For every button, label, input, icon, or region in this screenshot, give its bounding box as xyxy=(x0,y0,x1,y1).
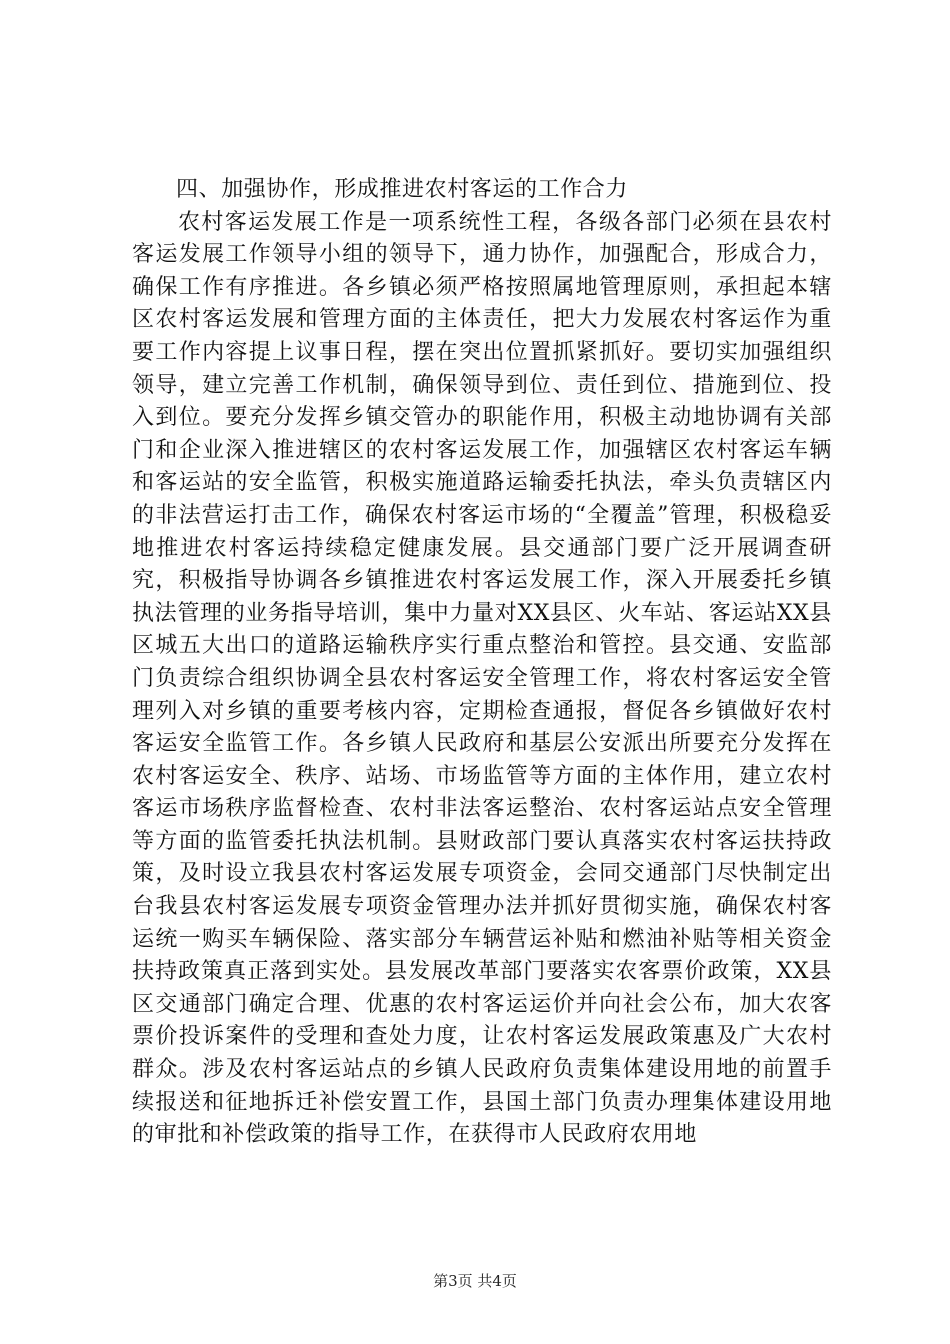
body-paragraph: 农村客运发展工作是一项系统性工程，各级各部门必须在县农村客运发展工作领导小组的领导下，通力协作，加强配合，形成合力，确保工作有序推进。各乡镇必须严格按照属地管理原则，承担起本辖区农村客运发展和管理方面的主体责任，把大力发展农村客运作为重要工作内容提上议事日程，摆在突出位置抓紧抓好。要切实加强组织领导，建立完善工作机制，确保领导到位、责任到位、措施到位、投入到位。要充分发挥乡镇交管办的职能作用，积极主动地协调有关部门和企业深入推进辖区的农村客运发展工作，加强辖区农村客运车辆和客运站的安全监管，积极实施道路运输委托执法，牵头负责辖区内的非法营运打击工作，确保农村客运市场的“全覆盖”管理，积极稳妥地推进农村客运持续稳定健康发展。县交通部门要广泛开展调查研究，积极指导协调各乡镇推进农村客运发展工作，深入开展委托乡镇执法管理的业务指导培训，集中力量对XX县区、火车站、客运站XX县区城五大出口的道路运输秩序实行重点整治和管控。县交通、安监部门负责综合组织协调全县农村客运安全管理工作，将农村客运安全管理列入对乡镇的重要考核内容，定期检查通报，督促各乡镇做好农村客运安全监管工作。各乡镇人民政府和基层公安派出所要充分发挥在农村客运安全、秩序、站场、市场监管等方面的主体作用，建立农村客运市场秩序监督检查、农村非法客运整治、农村客运站点安全管理等方面的监管委托执法机制。县财政部门要认真落实农村客运扶持政策，及时设立我县农村客运发展专项资金，会同交通部门尽快制定出台我县农村客运发展专项资金管理办法并抓好贯彻实施，确保农村客运统一购买车辆保险、落实部分车辆营运补贴和燃油补贴等相关资金扶持政策真正落到实处。县发展改革部门要落实农客票价政策，XX县区交通部门确定合理、优惠的农村客运运价并向社会公布，加大农客票价投诉案件的受理和查处力度，让农村客运发展政策惠及广大农村群众。涉及农村客运站点的乡镇人民政府负责集体建设用地的前置手续报送和征地拆迁补偿安置工作，县国土部门负责办理集体建设用地的审批和补偿政策的指导工作，在获得市人民政府农用地 xyxy=(132,209,832,1148)
document-content xyxy=(132,174,832,1152)
section-heading: 四、加强协作，形成推进农村客运的工作合力 xyxy=(176,177,629,202)
page-footer: 第3页 共4页 xyxy=(433,1272,517,1290)
